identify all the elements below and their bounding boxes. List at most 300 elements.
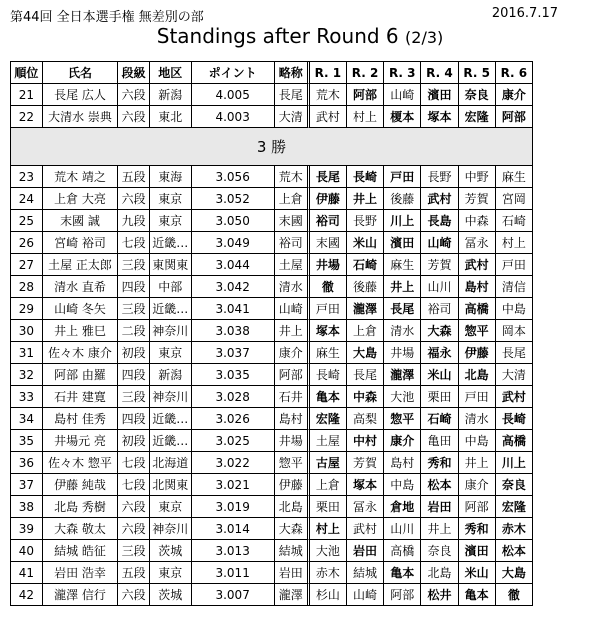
cell-abbr: 山崎	[275, 298, 310, 320]
cell-round-loss: 井上	[421, 518, 458, 540]
cell-region: 中部	[150, 276, 192, 298]
cell-region: 東北	[150, 106, 192, 128]
cell-player-name: 宮崎 裕司	[43, 232, 119, 254]
cell-round-win: 米山	[421, 364, 458, 386]
table-row	[11, 84, 532, 106]
cell-player-name: 瀧澤 信行	[43, 584, 119, 605]
cell-points: 3.021	[192, 474, 275, 496]
cell-rank: 35	[11, 430, 43, 452]
cell-player-name: 土屋 正太郎	[43, 254, 119, 276]
cell-dan: 七段	[118, 452, 150, 474]
page-indicator: (2/3)	[405, 28, 444, 47]
cell-points: 3.037	[192, 342, 275, 364]
cell-round-win: 徹	[507, 588, 520, 602]
cell-player-name: 荒木 靖之	[43, 166, 119, 188]
cell-player-name: 石井 建寛	[43, 386, 119, 408]
cell-player-name: 大清水 崇典	[43, 106, 119, 128]
cell-dan: 二段	[118, 320, 150, 342]
cell-points: 3.022	[192, 452, 275, 474]
col-header-abbr: 略称	[275, 62, 310, 84]
cell-round-loss: 中島	[496, 298, 532, 320]
cell-points: 3.052	[192, 188, 275, 210]
cell-round-win: 石崎	[347, 254, 384, 276]
cell-player-name: 上倉 大亮	[43, 188, 119, 210]
cell-round-loss: 宮岡	[496, 188, 532, 210]
table-row	[11, 364, 532, 386]
cell-points: 3.014	[192, 518, 275, 540]
cell-dan: 四段	[118, 364, 150, 386]
group-label: 3 勝	[11, 128, 532, 166]
cell-region: 近畿…	[150, 430, 192, 452]
cell-rank: 22	[11, 106, 43, 128]
cell-dan: 三段	[118, 254, 150, 276]
table-row	[11, 232, 532, 254]
cell-round-win: 亀本	[384, 562, 421, 584]
cell-round-win: 亀本	[310, 386, 347, 408]
cell-round-win: 中村	[347, 430, 384, 452]
cell-round-win: 米山	[459, 562, 496, 584]
cell-points: 3.011	[192, 562, 275, 584]
table-row	[11, 496, 532, 518]
cell-region: 北海道	[150, 452, 192, 474]
cell-dan: 六段	[118, 496, 150, 518]
cell-region: 東京	[150, 342, 192, 364]
cell-dan: 初段	[118, 342, 150, 364]
table-row	[11, 276, 532, 298]
cell-region: 東京	[150, 210, 192, 232]
cell-abbr: 島村	[275, 408, 310, 430]
cell-player-name: 北島 秀樹	[43, 496, 119, 518]
cell-abbr: 伊藤	[275, 474, 310, 496]
cell-region: 神奈川	[150, 518, 192, 540]
cell-points: 3.026	[192, 408, 275, 430]
cell-player-name: 長尾 広人	[43, 84, 119, 106]
cell-rank: 26	[11, 232, 43, 254]
cell-round-loss: 荒木	[310, 84, 347, 106]
cell-abbr: 結城	[275, 540, 310, 562]
cell-round-win: 武村	[421, 188, 458, 210]
cell-round-win: 康介	[496, 84, 532, 106]
cell-abbr: 井場	[275, 430, 310, 452]
cell-points: 4.003	[192, 106, 275, 128]
cell-round-loss: 山崎	[347, 584, 384, 605]
cell-round-loss: 村上	[496, 232, 532, 254]
cell-round-win: 川上	[384, 210, 421, 232]
cell-round-win: 裕司	[310, 210, 347, 232]
cell-round-loss: 井上	[459, 452, 496, 474]
cell-rank: 40	[11, 540, 43, 562]
cell-round-loss: 奈良	[421, 540, 458, 562]
cell-region: 北関東	[150, 474, 192, 496]
header-row	[11, 62, 532, 84]
cell-abbr: 石井	[275, 386, 310, 408]
cell-round-loss: 冨永	[459, 232, 496, 254]
cell-rank: 39	[11, 518, 43, 540]
cell-player-name: 大森 敬太	[43, 518, 119, 540]
cell-round-loss: 清水	[384, 320, 421, 342]
cell-round-win: 大森	[421, 320, 458, 342]
table-row	[11, 210, 532, 232]
table-row	[11, 188, 532, 210]
cell-round-win: 山崎	[421, 232, 458, 254]
cell-dan: 五段	[118, 562, 150, 584]
cell-round-loss: 高橋	[384, 540, 421, 562]
cell-round-win: 惣平	[459, 320, 496, 342]
cell-round-loss: 山崎	[384, 84, 421, 106]
cell-region: 新潟	[150, 84, 192, 106]
cell-abbr: 大森	[275, 518, 310, 540]
table-row	[11, 342, 532, 364]
cell-round-loss: 井場	[384, 342, 421, 364]
cell-round-win: 大島	[496, 562, 532, 584]
cell-round-win: 武村	[459, 254, 496, 276]
cell-round-loss: 麻生	[384, 254, 421, 276]
cell-round-win: 古屋	[310, 452, 347, 474]
cell-abbr: 土屋	[275, 254, 310, 276]
cell-abbr: 北島	[275, 496, 310, 518]
cell-round-loss: 長尾	[347, 364, 384, 386]
cell-round-win: 松井	[421, 584, 458, 605]
page-title	[0, 24, 600, 48]
col-header-points: ポイント	[192, 62, 275, 84]
cell-points: 3.038	[192, 320, 275, 342]
cell-rank: 30	[11, 320, 43, 342]
cell-player-name: 佐々木 惣平	[43, 452, 119, 474]
cell-round-win: 岩田	[347, 540, 384, 562]
cell-rank: 42	[11, 584, 43, 605]
cell-dan: 七段	[118, 232, 150, 254]
cell-dan: 三段	[118, 298, 150, 320]
cell-round-loss: 石崎	[496, 210, 532, 232]
table-row	[11, 518, 532, 540]
cell-points: 3.019	[192, 496, 275, 518]
cell-round-win: 長尾	[310, 166, 347, 188]
cell-round-win: 島村	[459, 276, 496, 298]
cell-abbr: 清水	[275, 276, 310, 298]
cell-abbr: 裕司	[275, 232, 310, 254]
cell-region: 近畿…	[150, 408, 192, 430]
cell-round-win: 宏隆	[459, 106, 496, 128]
cell-round-loss: 冨永	[347, 496, 384, 518]
cell-round-loss: 山川	[384, 518, 421, 540]
cell-player-name: 末國 誠	[43, 210, 119, 232]
cell-round-loss: 戸田	[310, 298, 347, 320]
cell-player-name: 井上 雅巳	[43, 320, 119, 342]
cell-round-win: 川上	[496, 452, 532, 474]
cell-dan: 六段	[118, 518, 150, 540]
table-row	[11, 298, 532, 320]
col-header-r1: R. 1	[310, 62, 347, 84]
cell-round-win: 宏隆	[310, 408, 347, 430]
cell-round-win: 武村	[496, 386, 532, 408]
cell-points: 3.035	[192, 364, 275, 386]
cell-dan: 初段	[118, 430, 150, 452]
standings-table	[10, 61, 533, 606]
cell-abbr: 長尾	[275, 84, 310, 106]
cell-round-loss: 杉山	[310, 584, 347, 605]
cell-round-loss: 戸田	[459, 386, 496, 408]
col-header-r2: R. 2	[347, 62, 384, 84]
table-row	[11, 452, 532, 474]
cell-round-win: 長崎	[496, 408, 532, 430]
cell-rank: 23	[11, 166, 43, 188]
cell-dan: 四段	[118, 408, 150, 430]
col-header-name: 氏名	[43, 62, 119, 84]
cell-rank: 24	[11, 188, 43, 210]
cell-round-loss: 島村	[384, 452, 421, 474]
cell-player-name: 阿部 由羅	[43, 364, 119, 386]
cell-round-loss: 上倉	[310, 474, 347, 496]
cell-abbr: 大清	[275, 106, 310, 128]
cell-round-loss: 上倉	[347, 320, 384, 342]
cell-round-loss: 山川	[421, 276, 458, 298]
table-row	[11, 386, 532, 408]
cell-region: 新潟	[150, 364, 192, 386]
col-header-r4: R. 4	[421, 62, 458, 84]
cell-round-win: 徹	[310, 276, 347, 298]
cell-points: 3.041	[192, 298, 275, 320]
cell-region: 近畿…	[150, 298, 192, 320]
cell-round-win: 奈良	[459, 84, 496, 106]
cell-round-loss: 大清	[496, 364, 532, 386]
table-row	[11, 562, 532, 584]
cell-abbr: 康介	[275, 342, 310, 364]
cell-round-win: 井場	[310, 254, 347, 276]
cell-region: 東京	[150, 188, 192, 210]
cell-round-loss: 村上	[347, 106, 384, 128]
cell-abbr: 末國	[275, 210, 310, 232]
cell-region: 東海	[150, 166, 192, 188]
cell-round-win: 戸田	[384, 166, 421, 188]
col-header-region: 地区	[150, 62, 192, 84]
cell-round-loss: 芳賀	[421, 254, 458, 276]
cell-round-win: 亀本	[459, 584, 496, 605]
cell-region: 東関東	[150, 254, 192, 276]
cell-round-loss: 岡本	[496, 320, 532, 342]
cell-dan: 四段	[118, 276, 150, 298]
cell-round-loss: 中森	[459, 210, 496, 232]
cell-round-win: 高橋	[496, 430, 532, 452]
cell-dan: 六段	[118, 188, 150, 210]
cell-round-win: 松本	[496, 540, 532, 562]
cell-round-loss: 清信	[496, 276, 532, 298]
table-row	[11, 106, 532, 128]
cell-round-win: 濱田	[384, 232, 421, 254]
table-row	[11, 540, 532, 562]
cell-round-win: 瀧澤	[384, 364, 421, 386]
cell-round-loss: 阿部	[459, 496, 496, 518]
cell-round-win: 岩田	[421, 496, 458, 518]
cell-rank: 32	[11, 364, 43, 386]
cell-round-win: 村上	[310, 518, 347, 540]
title-text: Standings after Round 6	[156, 24, 399, 48]
cell-player-name: 山崎 冬矢	[43, 298, 119, 320]
cell-round-win: 松本	[421, 474, 458, 496]
cell-abbr: 惣平	[275, 452, 310, 474]
table-row	[11, 254, 532, 276]
cell-points: 3.044	[192, 254, 275, 276]
cell-abbr: 阿部	[275, 364, 310, 386]
cell-dan: 六段	[118, 584, 150, 605]
cell-round-loss: 清水	[459, 408, 496, 430]
cell-round-win: 濱田	[459, 540, 496, 562]
cell-points: 3.042	[192, 276, 275, 298]
cell-round-loss: 亀田	[421, 430, 458, 452]
cell-round-loss: 北島	[421, 562, 458, 584]
col-header-dan: 段級	[118, 62, 150, 84]
cell-round-win: 中森	[347, 386, 384, 408]
cell-dan: 六段	[118, 84, 150, 106]
cell-points: 3.049	[192, 232, 275, 254]
cell-rank: 34	[11, 408, 43, 430]
cell-round-loss: 武村	[347, 518, 384, 540]
cell-rank: 28	[11, 276, 43, 298]
cell-round-win: 塚本	[347, 474, 384, 496]
cell-round-loss: 戸田	[496, 254, 532, 276]
cell-rank: 33	[11, 386, 43, 408]
cell-round-win: 福永	[421, 342, 458, 364]
cell-round-win: 赤木	[496, 518, 532, 540]
cell-round-win: 大島	[347, 342, 384, 364]
cell-round-loss: 阿部	[384, 584, 421, 605]
cell-round-win: 惣平	[384, 408, 421, 430]
tournament-name: 第44回 全日本選手権 無差別の部	[10, 10, 204, 25]
cell-round-loss: 栗田	[421, 386, 458, 408]
cell-points: 3.007	[192, 584, 275, 605]
cell-points: 3.056	[192, 166, 275, 188]
cell-round-loss: 武村	[310, 106, 347, 128]
cell-points: 3.050	[192, 210, 275, 232]
cell-dan: 九段	[118, 210, 150, 232]
table-row	[11, 408, 532, 430]
cell-round-loss: 大池	[384, 386, 421, 408]
cell-points: 4.005	[192, 84, 275, 106]
cell-round-loss: 中島	[459, 430, 496, 452]
cell-round-loss: 後藤	[384, 188, 421, 210]
cell-round-win: 北島	[459, 364, 496, 386]
table-row	[11, 430, 532, 452]
cell-rank: 41	[11, 562, 43, 584]
cell-player-name: 佐々木 康介	[43, 342, 119, 364]
cell-region: 茨城	[150, 584, 192, 605]
cell-round-loss: 赤木	[310, 562, 347, 584]
cell-round-win: 秀和	[421, 452, 458, 474]
cell-round-loss: 康介	[459, 474, 496, 496]
col-header-r3: R. 3	[384, 62, 421, 84]
cell-region: 東京	[150, 562, 192, 584]
cell-abbr: 荒木	[275, 166, 310, 188]
cell-rank: 27	[11, 254, 43, 276]
cell-round-loss: 長尾	[496, 342, 532, 364]
col-header-rank: 順位	[11, 62, 43, 84]
cell-region: 神奈川	[150, 320, 192, 342]
cell-round-win: 長島	[421, 210, 458, 232]
cell-player-name: 結城 皓征	[43, 540, 119, 562]
cell-player-name: 井場元 亮	[43, 430, 119, 452]
group-separator-row	[11, 128, 532, 166]
cell-round-win: 長崎	[347, 166, 384, 188]
cell-abbr: 上倉	[275, 188, 310, 210]
cell-round-win: 奈良	[496, 474, 532, 496]
col-header-r6: R. 6	[496, 62, 532, 84]
cell-dan: 三段	[118, 386, 150, 408]
table-row	[11, 320, 532, 342]
cell-rank: 29	[11, 298, 43, 320]
cell-round-win: 倉地	[384, 496, 421, 518]
cell-round-win: 井上	[347, 188, 384, 210]
cell-round-win: 塚本	[421, 106, 458, 128]
table-row	[11, 166, 532, 188]
cell-points: 3.025	[192, 430, 275, 452]
cell-player-name: 伊藤 純哉	[43, 474, 119, 496]
cell-abbr: 岩田	[275, 562, 310, 584]
cell-round-win: 瀧澤	[347, 298, 384, 320]
cell-round-loss: 末國	[310, 232, 347, 254]
cell-round-win: 榎本	[384, 106, 421, 128]
cell-round-loss: 芳賀	[459, 188, 496, 210]
table-row	[11, 584, 532, 605]
cell-round-win: 康介	[384, 430, 421, 452]
cell-round-win: 高橋	[459, 298, 496, 320]
cell-round-win: 伊藤	[310, 188, 347, 210]
cell-round-win: 宏隆	[496, 496, 532, 518]
cell-rank: 38	[11, 496, 43, 518]
cell-rank: 37	[11, 474, 43, 496]
cell-round-loss: 結城	[347, 562, 384, 584]
cell-round-loss: 中島	[384, 474, 421, 496]
cell-region: 東京	[150, 496, 192, 518]
cell-round-loss: 麻生	[496, 166, 532, 188]
cell-points: 3.013	[192, 540, 275, 562]
cell-round-win: 秀和	[459, 518, 496, 540]
cell-points: 3.028	[192, 386, 275, 408]
cell-player-name: 島村 佳秀	[43, 408, 119, 430]
event-date: 2016.7.17	[491, 6, 558, 21]
cell-player-name: 清水 直希	[43, 276, 119, 298]
cell-round-loss: 長野	[347, 210, 384, 232]
cell-round-win: 井上	[384, 276, 421, 298]
cell-round-loss: 長崎	[310, 364, 347, 386]
cell-round-loss: 麻生	[310, 342, 347, 364]
cell-player-name: 岩田 浩幸	[43, 562, 119, 584]
cell-round-win: 伊藤	[459, 342, 496, 364]
cell-rank: 36	[11, 452, 43, 474]
cell-region: 茨城	[150, 540, 192, 562]
cell-round-win: 塚本	[310, 320, 347, 342]
cell-rank: 25	[11, 210, 43, 232]
cell-round-win: 阿部	[347, 84, 384, 106]
cell-rank: 31	[11, 342, 43, 364]
cell-round-loss: 裕司	[421, 298, 458, 320]
table-row	[11, 474, 532, 496]
cell-round-loss: 芳賀	[347, 452, 384, 474]
cell-dan: 五段	[118, 166, 150, 188]
cell-dan: 六段	[118, 106, 150, 128]
cell-abbr: 井上	[275, 320, 310, 342]
cell-round-win: 長尾	[384, 298, 421, 320]
cell-dan: 七段	[118, 474, 150, 496]
cell-round-loss: 後藤	[347, 276, 384, 298]
cell-round-loss: 中野	[459, 166, 496, 188]
cell-round-win: 米山	[347, 232, 384, 254]
cell-round-loss: 大池	[310, 540, 347, 562]
cell-round-win: 濱田	[421, 84, 458, 106]
cell-round-win: 阿部	[496, 106, 532, 128]
cell-round-win: 石崎	[421, 408, 458, 430]
cell-abbr: 瀧澤	[275, 584, 310, 605]
cell-region: 近畿…	[150, 232, 192, 254]
cell-region: 神奈川	[150, 386, 192, 408]
